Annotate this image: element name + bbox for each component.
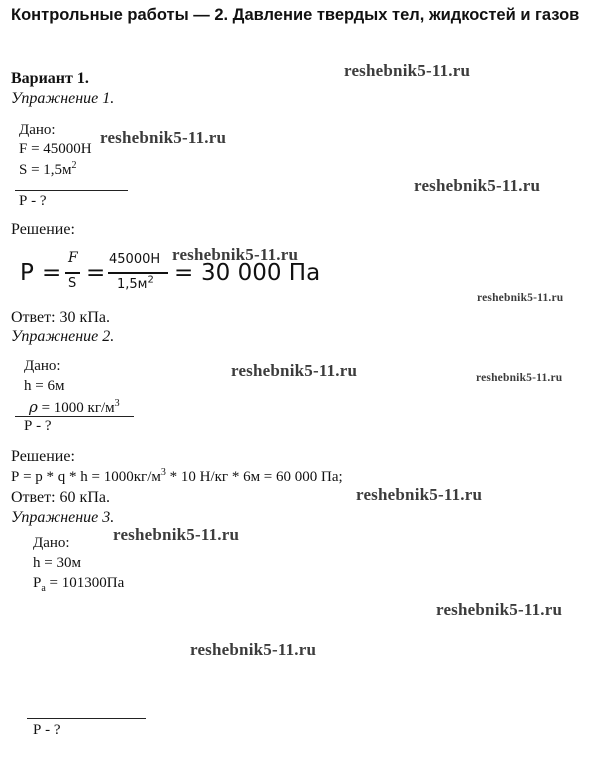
watermark: reshebnik5-11.ru [436,600,563,619]
ex1-given-label: Дано: [19,122,56,138]
watermark: reshebnik5-11.ru [231,361,358,380]
variant-heading: Вариант 1. [11,70,89,87]
ex2-find: Р - ? [24,418,52,434]
watermark: reshebnik5-11.ru [414,176,541,195]
exercise-2-heading: Упражнение 2. [11,328,115,345]
ex2-solution-label: Решение: [11,448,75,465]
ex2-density-value: ρ = 1000 $кг/м^3$ [29,398,120,416]
watermark: reshebnik5-11.ru [344,61,471,80]
watermark: reshebnik5-11.ru [100,128,227,147]
ex3-height-value: h = 30м [33,555,81,571]
exercise-3-heading: Упражнение 3. [11,509,115,526]
fraction-bar-1 [65,272,80,274]
ex3-find: Р - ? [33,722,61,738]
ex1-area-value: $S = 1,5м^2$ [19,160,77,178]
page-title: Контрольные работы — 2. Давление твердых тел, жидкостей и газов [11,6,580,24]
formula-eq-2: = [86,260,106,286]
ex3-pressure-value: $P_a = 101300Па$ [33,575,125,594]
formula-eq-3: = [174,260,194,286]
watermark: reshebnik5-11.ru [172,245,299,264]
ex1-force-value: F = 45000Н [19,141,92,157]
ex1-given-divider [15,190,128,191]
watermark: reshebnik5-11.ru [356,485,483,504]
ex1-find: Р - ? [19,193,47,209]
formula-f: F [68,250,78,266]
formula-result: 30 000 Па [201,260,321,286]
ex1-solution-label: Решение: [11,221,75,238]
watermark: reshebnik5-11.ru [476,372,563,384]
watermark: reshebnik5-11.ru [477,292,564,304]
ex3-given-divider [27,718,146,719]
formula-numerator: 45000Н [109,252,161,267]
ex3-given-label: Дано: [33,535,70,551]
ex2-solution: $Р = р * q * h = 1000кг/м^3 * 10$ Н/кг * 6м = 60 000 Па; [11,467,343,485]
formula-s: S [68,276,77,291]
formula-denominator: $1,5м^2$ [117,274,154,292]
ex1-answer: Ответ: 30 кПа. [11,309,110,326]
watermark: reshebnik5-11.ru [113,525,240,544]
ex2-given-divider [15,416,134,417]
formula-eq-1: = [42,260,62,286]
watermark: reshebnik5-11.ru [190,640,317,659]
ex2-answer: Ответ: 60 кПа. [11,489,110,506]
ex2-height-value: h = 6м [24,378,65,394]
fraction-bar-2 [108,272,168,274]
formula-p: P [20,260,34,286]
exercise-1-heading: Упражнение 1. [11,90,115,107]
ex2-given-label: Дано: [24,358,61,374]
